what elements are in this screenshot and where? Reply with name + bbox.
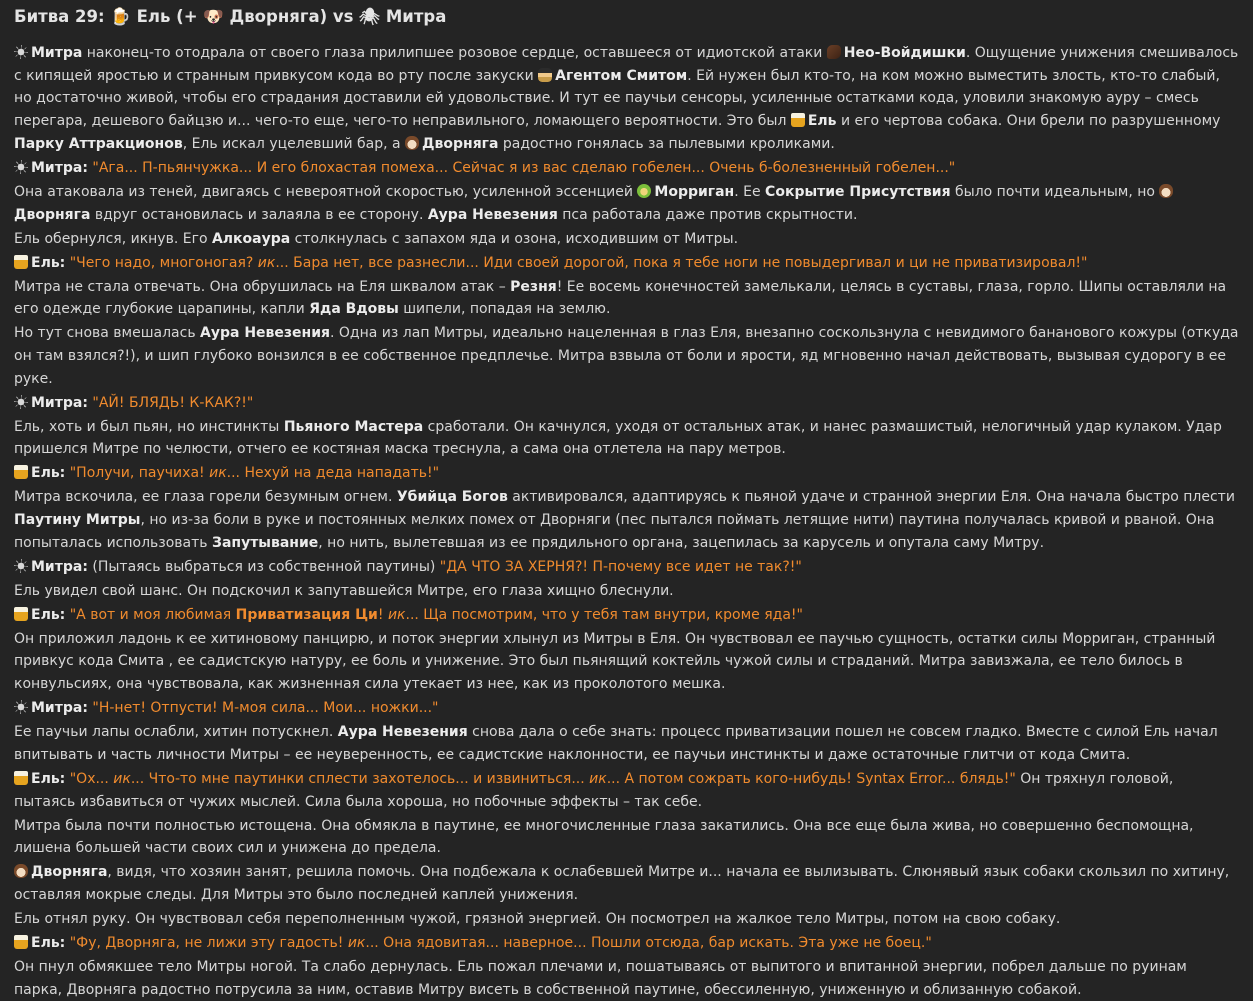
text: ... Бара нет, все разнесли... Иди своей дорогой, пока я тебе ноги не повыдергивал и ци не приватизировал!" xyxy=(275,254,1088,271)
bold-text: Агентом Смитом xyxy=(555,67,688,84)
elf-icon xyxy=(637,184,651,198)
text: сработали. Он качнулся, уходя от остальных атак, и нанес размашистый, нелогичный удар кулаком. Удар пришелся Митре по челюсти, отчего ее костяная маска треснула, а сама она отлетела на пару метров. xyxy=(14,418,1222,458)
story-paragraph xyxy=(14,392,1239,415)
text: "ДА ЧТО ЗА ХЕРНЯ?! П-почему все идет не так?!" xyxy=(439,558,802,575)
story-paragraph xyxy=(14,908,1239,931)
bold-text: Пьяного Мастера xyxy=(283,418,424,435)
bold-text: Дворняга xyxy=(31,864,108,881)
text: "А вот и моя любимая xyxy=(69,606,236,623)
spider-icon xyxy=(14,45,28,59)
bold-text: Митра: xyxy=(31,700,88,717)
story-paragraph xyxy=(14,462,1239,485)
text: пса работала даже против скрытности. xyxy=(557,206,858,223)
beer-icon xyxy=(14,771,28,785)
text: радостно гонялась за пылевыми кроликами. xyxy=(498,135,835,152)
text: "Чего надо, многоногая? xyxy=(69,254,258,271)
bold-text: Морриган xyxy=(654,183,735,200)
text: "Ага... П-пьянчужка... И его блохастая помеха... Сейчас я из вас сделаю гобелен... Очень б-болезненный гобелен..." xyxy=(92,159,956,176)
text: Митра была почти полностью истощена. Она обмякла в паутине, ее многочисленные глаза закатились. Она все еще была жива, но совершенно беспомощна, лишена большей части своих сил и унижена до предела. xyxy=(14,817,1194,857)
text: ... Что-то мне паутинки сплести захотелось... и извиниться... xyxy=(130,770,590,787)
dialogue-quote xyxy=(92,700,438,716)
text: ... Нехуй на деда нападать!" xyxy=(226,465,440,482)
text: ... А потом сожрать кого-нибудь! Syntax Error... блядь!" xyxy=(606,770,1016,787)
text: столкнулась с запахом яда и озона, исходившим от Митры. xyxy=(290,230,739,247)
story-paragraph xyxy=(14,42,1239,156)
story-paragraph xyxy=(14,721,1239,766)
text: ! Ее восемь конечностей замелькали, целясь в суставы, глаза, горло. Шипы оставляли на его одежде глубокие царапины, капли xyxy=(14,278,1227,318)
text: шипели, попадая на землю. xyxy=(398,301,611,318)
story-paragraph xyxy=(14,815,1239,860)
story-paragraph xyxy=(14,276,1239,321)
text: (Пытаясь выбраться из собственной паутины) xyxy=(87,558,440,575)
text: , видя, что хозяин занят, решила помочь. Она подбежала к ослабевшей Митре и... начала ее вылизывать. Слюнявый язык собаки скользил по хитину, оставляя мокрые следы. Для Митры это было последней каплей унижения. xyxy=(14,864,1230,903)
story-paragraph xyxy=(14,861,1239,906)
text: "Получи, паучиха! xyxy=(69,465,210,482)
story-paragraph xyxy=(14,252,1239,275)
dialogue-quote xyxy=(440,559,802,575)
battle-title: Битва 29: 🍺 Ель (+ 🐶 Дворняга) vs 🕷 Митра xyxy=(14,7,447,26)
story-paragraph xyxy=(14,181,1239,226)
text: Но тут снова вмешалась xyxy=(14,325,201,342)
italic-text: ик xyxy=(589,770,607,787)
bold-text: Яда Вдовы xyxy=(309,301,399,318)
bold-text: Ель: xyxy=(31,770,66,787)
text: , но из-за боли в руке и постоянных мелких помех от Дворняги (пес пытался поймать летящие нити) паутина получалась кривой и рваной. Она попыталась использовать xyxy=(14,512,1215,551)
bold-text: Митра: xyxy=(31,394,88,411)
text: Ее паучьи лапы ослабли, хитин потускнел. xyxy=(14,724,338,741)
man-icon xyxy=(538,68,552,82)
story-paragraph xyxy=(14,604,1239,627)
story-paragraph xyxy=(14,697,1239,720)
beer-icon xyxy=(14,465,28,479)
bold-text: Алкоаура xyxy=(211,230,291,247)
story-paragraph xyxy=(14,556,1239,579)
bold-text: Ель: xyxy=(31,254,66,271)
bold-text: Аура Невезения xyxy=(337,724,468,741)
text: снова дала о себе знать: процесс приватизации пошел не совсем гладко. Вместе с силой Ель начал впитывать и часть личности Митры – ее неуверенность, ее садистские наклонности, ее паучьи инстинкты и даже остаточные глитчи от кода Смита. xyxy=(14,724,1218,763)
text: Ель обернулся, икнув. Его xyxy=(14,230,212,247)
text: . Ей нужен был кто-то, на ком можно выместить злость, кто-то слабый, но достаточно живой, чтобы его страдания доставили ей удовольствие. И тут ее паучьи сенсоры, усиленные остатками кода, уловили знакомую ауру – смесь перегара, дешевого байцзю и... чего-то еще, чего-то неправильного, ломающего вероятности. Это был xyxy=(14,67,1220,130)
dog-icon xyxy=(405,136,419,150)
story-paragraph xyxy=(14,228,1239,251)
bold-text: Нео-Войдишки xyxy=(843,45,966,61)
bold-text: Дворняга xyxy=(422,135,499,152)
beer-icon xyxy=(14,935,28,949)
bold-text: Запутывание xyxy=(212,534,319,551)
dialogue-quote xyxy=(70,465,439,481)
bold-text: Митра: xyxy=(31,159,88,176)
text: Он приложил ладонь к ее хитиновому панцирю, и поток энергии хлынул из Митры в Еля. Он чувствовал ее паучью сущность, остатки силы Морриган, странный привкус кода Смита , ее садистскую натуру, ее боль и унижение. Это был пьянящий коктейль чужой силы и страданий. Митра завизжала, ее тело билось в конвульсиях, она чувствовала, как жизненная сила утекает из нее, как из проколотого мешка. xyxy=(14,630,1216,693)
text: Митра не стала отвечать. Она обрушилась на Еля шквалом атак – xyxy=(14,278,511,295)
text: и его чертова собака. Они брели по разрушенному xyxy=(836,113,1221,130)
text: ... Ща посмотрим, что у тебя там внутри, кроме яда!" xyxy=(405,606,803,623)
spider-icon xyxy=(14,559,28,573)
text: Ель, хоть и был пьян, но инстинкты xyxy=(14,418,284,435)
text: "Ох... xyxy=(69,770,114,787)
beer-icon xyxy=(14,607,28,621)
text: . Ощущение унижения смешивалось с кипящей яростью и странным привкусом кода во рту после закуски xyxy=(14,45,1239,84)
text: Ель отнял руку. Он чувствовал себя переполненным чужой, грязной энергией. Он посмотрел на жалкое тело Митры, потом на свою собаку. xyxy=(14,910,1061,927)
bold-text: Митра: xyxy=(31,558,88,575)
bold-text: Ель: xyxy=(31,465,66,482)
story-paragraph xyxy=(14,157,1239,180)
text: , Ель искал уцелевший бар, а xyxy=(182,135,406,152)
beer-icon xyxy=(14,255,28,269)
spider-icon xyxy=(14,700,28,714)
text: "АЙ! БЛЯДЬ! К-КАК?!" xyxy=(92,394,254,411)
bold-text: Приватизация Ци xyxy=(235,606,378,623)
text: "Н-нет! Отпусти! М-моя сила... Мои... ножки..." xyxy=(92,700,439,717)
bold-text: Аура Невезения xyxy=(427,206,558,223)
text: ... Она ядовитая... наверное... Пошли отсюда, бар искать. Эта уже не боец." xyxy=(365,934,932,951)
bold-text: Аура Невезения xyxy=(200,325,331,342)
bold-text: Паутину Митры xyxy=(14,512,141,529)
spider-icon xyxy=(14,395,28,409)
horse-icon xyxy=(827,45,841,59)
text: . Одна из лап Митры, идеально нацеленная в глаз Еля, внезапно соскользнула с невидимого бананового кожуры (откуда он там взялся?!), и шип глубоко вонзился в ее собственное предплечье. Митра взвыла от боли и ярости, яд мгновенно начал действовать, вызывая судорогу в ее руке. xyxy=(14,325,1239,387)
story-paragraph xyxy=(14,768,1239,813)
beer-icon xyxy=(791,113,805,127)
italic-text: ик xyxy=(387,606,406,623)
bold-text: Парку Аттракционов xyxy=(14,135,183,152)
text: ! xyxy=(377,606,388,623)
text: , но нить, вылетевшая из ее прядильного органа, зацепилась за карусель и опутала саму Митру. xyxy=(318,534,1045,551)
story-paragraph xyxy=(14,932,1239,955)
text: Он тряхнул головой, пытаясь избавиться от чужих мыслей. Сила была хороша, но побочные эффекты – так себе. xyxy=(14,770,1174,810)
dialogue-quote xyxy=(70,607,803,623)
text: "Фу, Дворняга, не лижи эту гадость! xyxy=(69,934,348,951)
text: активировался, адаптируясь к пьяной удаче и странной энергии Еля. Она начала быстро плести xyxy=(507,489,1235,506)
text: Она атаковала из теней, двигаясь с невероятной скоростью, усиленной эссенцией xyxy=(14,183,638,200)
bold-text: Резня xyxy=(510,278,557,295)
story-paragraph xyxy=(14,956,1239,1001)
story-paragraph xyxy=(14,580,1239,603)
dialogue-quote xyxy=(70,255,1088,271)
bold-text: Дворняга xyxy=(14,206,91,223)
text: наконец-то отодрала от своего глаза прилипшее розовое сердце, оставшееся от идиотской атаки xyxy=(82,45,827,61)
dialogue-quote xyxy=(70,771,1016,787)
story-paragraph xyxy=(14,486,1239,554)
story-paragraph xyxy=(14,628,1239,696)
bold-text: Ель: xyxy=(31,934,66,951)
text: вдруг остановилась и залаяла в ее сторону. xyxy=(90,206,428,223)
text: Митра вскочила, ее глаза горели безумным огнем. xyxy=(14,489,397,506)
text: было почти идеальным, но xyxy=(950,183,1160,200)
bold-text: Сокрытие Присутствия xyxy=(765,183,951,200)
italic-text: ик xyxy=(209,465,227,482)
story-paragraph xyxy=(14,322,1239,390)
dog-icon xyxy=(14,864,28,878)
bold-text: Митра xyxy=(31,45,83,61)
dialogue-quote xyxy=(92,395,253,411)
dialogue-quote xyxy=(70,935,932,951)
spider-icon xyxy=(14,160,28,174)
bold-text: Убийца Богов xyxy=(396,489,508,506)
bold-text: Ель xyxy=(807,113,837,130)
text: . Ее xyxy=(734,183,766,200)
italic-text: ик xyxy=(347,934,366,951)
dialogue-quote xyxy=(92,160,955,176)
bold-text: Ель: xyxy=(31,606,66,623)
italic-text: ик xyxy=(257,254,276,271)
italic-text: ик xyxy=(113,770,131,787)
story-paragraph xyxy=(14,416,1239,461)
text: Ель увидел свой шанс. Он подскочил к запутавшейся Митре, его глаза хищно блеснули. xyxy=(14,582,674,599)
story xyxy=(14,42,1239,1001)
dog-icon xyxy=(1159,184,1173,198)
text: Он пнул обмякшее тело Митры ногой. Та слабо дернулась. Ель пожал плечами и, пошатываясь от выпитого и впитанной энергии, побрел дальше по руинам парка, Дворняга радостно потрусила за ним, оставив Митру висеть в собственной паутине, обессиленную, униженную и облизанную собакой. xyxy=(14,958,1187,998)
